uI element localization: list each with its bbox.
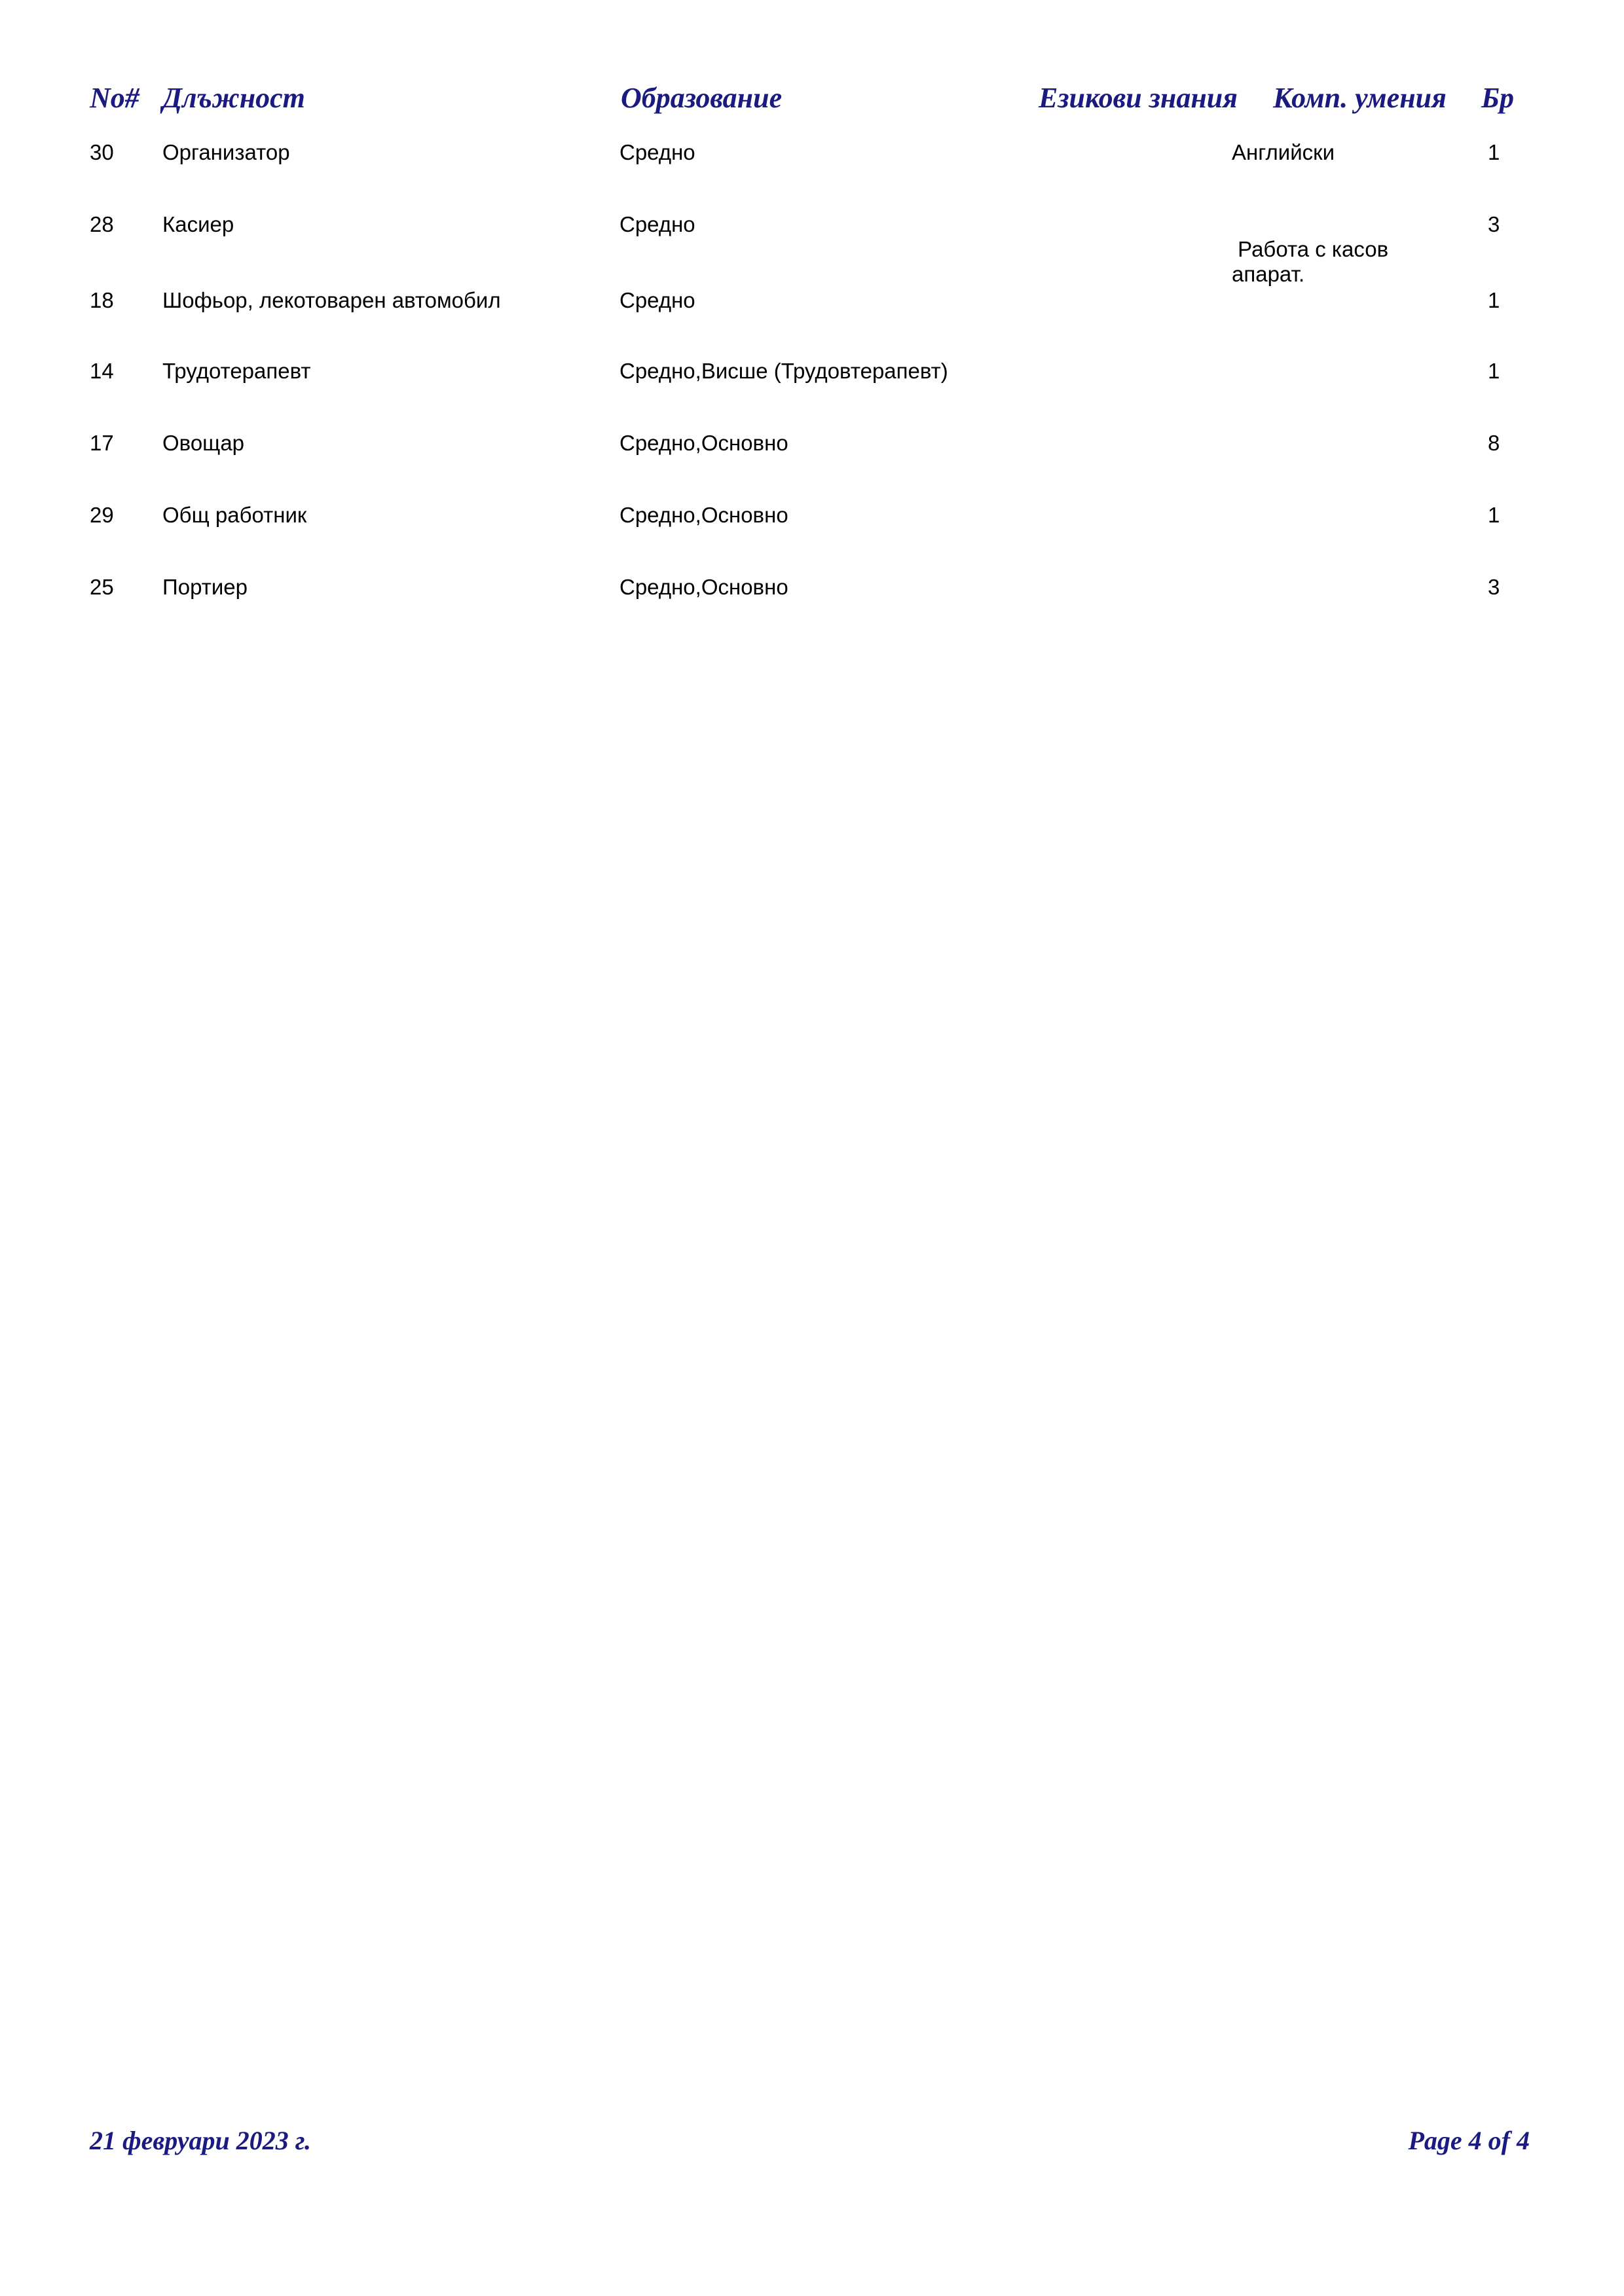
footer-page-number: Page 4 of 4 xyxy=(1408,2126,1530,2155)
header-education: Образование xyxy=(621,82,783,114)
row-position: Организатор xyxy=(162,140,290,164)
row-education: Средно xyxy=(619,140,695,164)
row-no: 29 xyxy=(90,503,114,527)
row-education: Средно xyxy=(619,288,695,312)
row-count: 1 xyxy=(1488,288,1500,312)
header-computer-skills: Комп. умения xyxy=(1273,82,1447,114)
row-no: 25 xyxy=(90,575,114,599)
row-education: Средно xyxy=(619,212,695,236)
header-position: Длъжност xyxy=(162,82,305,114)
row-position: Трудотерапевт xyxy=(162,359,311,383)
computer-skills-note-line1: Работа с касов xyxy=(1232,237,1389,261)
row-count: 1 xyxy=(1488,503,1500,527)
row-count: 1 xyxy=(1488,140,1500,164)
row-education: Средно,Висше (Трудовтерапевт) xyxy=(619,359,948,383)
row-position: Портиер xyxy=(162,575,248,599)
row-education: Средно,Основно xyxy=(619,575,788,599)
row-position: Шофьор, лекотоварен автомобил xyxy=(162,288,501,312)
row-no: 30 xyxy=(90,140,114,164)
row-no: 17 xyxy=(90,431,114,455)
row-position: Общ работник xyxy=(162,503,307,527)
header-languages: Езикови знания xyxy=(1039,82,1238,114)
row-position: Овощар xyxy=(162,431,245,455)
row-count: 1 xyxy=(1488,359,1500,383)
row-no: 28 xyxy=(90,212,114,236)
row-count: 3 xyxy=(1488,575,1500,599)
computer-skills-note-line2: апарат. xyxy=(1232,262,1305,286)
header-count: Бр xyxy=(1481,82,1514,114)
row-education: Средно,Основно xyxy=(619,431,788,455)
row-count: 8 xyxy=(1488,431,1500,455)
row-no: 14 xyxy=(90,359,114,383)
row-position: Касиер xyxy=(162,212,234,236)
row-no: 18 xyxy=(90,288,114,312)
row-count: 3 xyxy=(1488,212,1500,236)
footer-date: 21 февруари 2023 г. xyxy=(90,2126,311,2155)
header-no: No# xyxy=(90,82,139,114)
row-education: Средно,Основно xyxy=(619,503,788,527)
row-languages: Английски xyxy=(1232,140,1335,164)
